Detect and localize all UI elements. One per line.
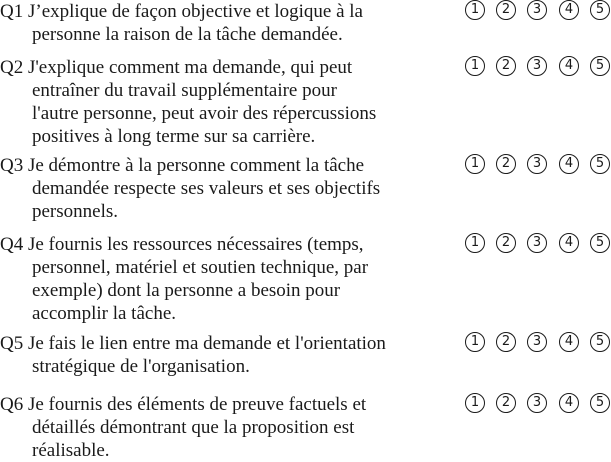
question-5-text <box>0 332 450 378</box>
question-4-rating-scale <box>465 233 611 255</box>
question-4-line-1: Q4 Je fournis les ressources nécessaires (temps, <box>0 234 364 255</box>
question-3-option-2[interactable]: 2 <box>496 154 516 174</box>
question-4-id: Q4 <box>0 234 24 255</box>
question-4-line-4: accomplir la tâche. <box>32 303 177 324</box>
question-4-option-5[interactable]: 5 <box>590 233 610 253</box>
question-5-option-2[interactable]: 2 <box>496 332 516 352</box>
question-6-text <box>0 393 450 462</box>
question-5-rating-scale <box>465 332 611 354</box>
question-1-line-2: personne la raison de la tâche demandée. <box>32 24 343 45</box>
question-3-option-1[interactable]: 1 <box>465 154 485 174</box>
question-2-id: Q2 <box>0 57 24 78</box>
question-3-text <box>0 154 450 223</box>
question-4-option-2[interactable]: 2 <box>496 233 516 253</box>
question-2-option-1[interactable]: 1 <box>465 56 485 76</box>
question-2-option-4[interactable]: 4 <box>559 56 579 76</box>
question-1-line-1: Q1 J’explique de façon objective et logique à la <box>0 1 363 22</box>
question-1-option-4[interactable]: 4 <box>559 0 579 20</box>
question-5-option-4[interactable]: 4 <box>559 332 579 352</box>
question-2-line-2: entraîner du travail supplémentaire pour <box>32 80 337 101</box>
question-1-text <box>0 0 450 46</box>
question-3-line-2: demandée respecte ses valeurs et ses objectifs <box>32 178 381 199</box>
question-6-line-1: Q6 Je fournis des éléments de preuve factuels et <box>0 394 367 415</box>
question-1-option-3[interactable]: 3 <box>527 0 547 20</box>
question-3-line-1: Q3 Je démontre à la personne comment la tâche <box>0 155 365 176</box>
question-4-text <box>0 233 450 325</box>
question-1-option-5[interactable]: 5 <box>590 0 610 20</box>
question-2-line-3: l'autre personne, peut avoir des répercussions <box>32 103 377 124</box>
question-4-line-2: personnel, matériel et soutien technique, par <box>32 257 369 278</box>
question-4-option-3[interactable]: 3 <box>527 233 547 253</box>
question-3-rating-scale <box>465 154 611 176</box>
question-5-line-1: Q5 Je fais le lien entre ma demande et l'orientation <box>0 333 386 354</box>
question-2-option-2[interactable]: 2 <box>496 56 516 76</box>
question-6-option-4[interactable]: 4 <box>559 393 579 413</box>
question-6-id: Q6 <box>0 394 24 415</box>
question-5-line-2: stratégique de l'organisation. <box>32 356 250 377</box>
question-2-rating-scale <box>465 56 611 78</box>
question-3-option-4[interactable]: 4 <box>559 154 579 174</box>
question-4-option-1[interactable]: 1 <box>465 233 485 253</box>
question-6-option-3[interactable]: 3 <box>527 393 547 413</box>
question-4-option-4[interactable]: 4 <box>559 233 579 253</box>
question-6-option-2[interactable]: 2 <box>496 393 516 413</box>
question-3-id: Q3 <box>0 155 24 176</box>
question-2-text <box>0 56 450 148</box>
question-6-option-5[interactable]: 5 <box>590 393 610 413</box>
question-5-option-1[interactable]: 1 <box>465 332 485 352</box>
question-2-option-3[interactable]: 3 <box>527 56 547 76</box>
question-3-option-3[interactable]: 3 <box>527 154 547 174</box>
question-6-rating-scale <box>465 393 611 415</box>
question-6-option-1[interactable]: 1 <box>465 393 485 413</box>
question-5-option-5[interactable]: 5 <box>590 332 610 352</box>
question-1-option-2[interactable]: 2 <box>496 0 516 20</box>
question-1-rating-scale <box>465 0 611 22</box>
question-1-option-1[interactable]: 1 <box>465 0 485 20</box>
question-5-id: Q5 <box>0 333 24 354</box>
question-6-line-2: détaillés démontrant que la proposition est <box>32 417 355 438</box>
question-3-line-3: personnels. <box>32 201 119 222</box>
question-2-line-1: Q2 J'explique comment ma demande, qui peut <box>0 57 353 78</box>
question-6-line-3: réalisable. <box>32 440 110 461</box>
question-2-option-5[interactable]: 5 <box>590 56 610 76</box>
question-2-line-4: positives à long terme sur sa carrière. <box>32 126 316 147</box>
question-1-id: Q1 <box>0 1 24 22</box>
question-3-option-5[interactable]: 5 <box>590 154 610 174</box>
question-4-line-3: exemple) dont la personne a besoin pour <box>32 280 341 301</box>
question-5-option-3[interactable]: 3 <box>527 332 547 352</box>
